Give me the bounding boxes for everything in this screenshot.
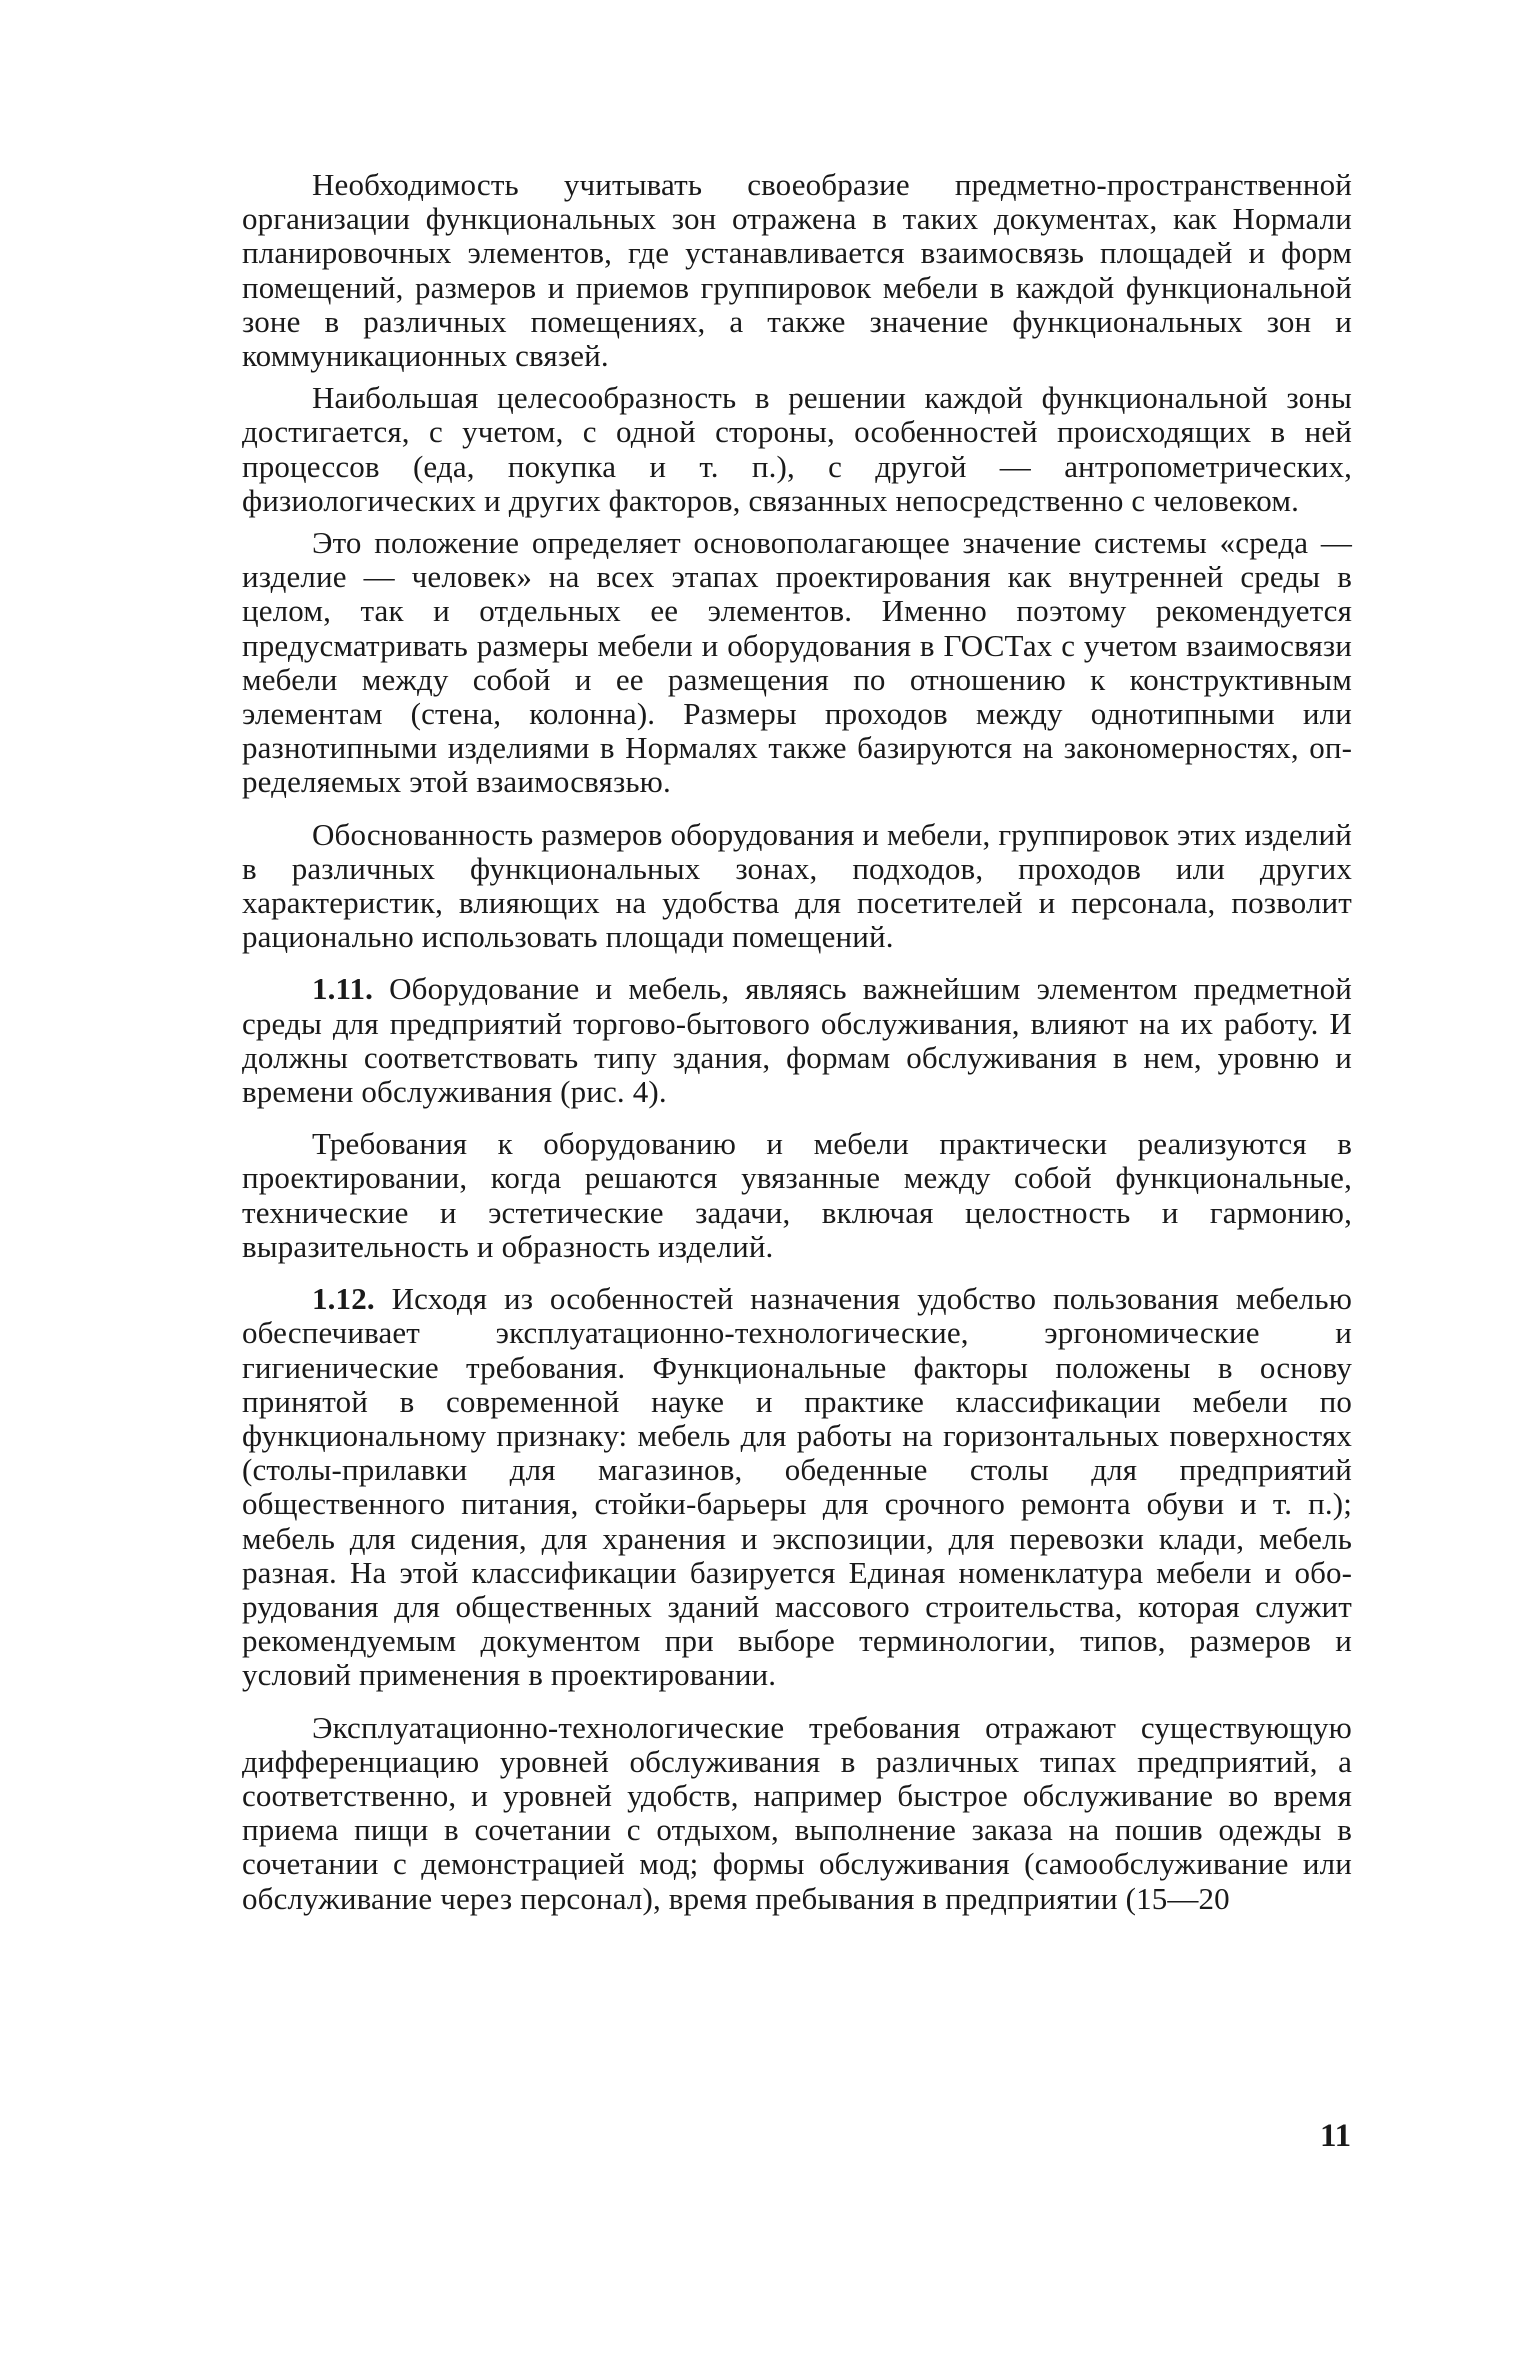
paragraph-text: Требования к оборудованию и мебели практически реализуются в проектировании, когда решаются увязанные между собой функциональные, технические и эстетические задачи, включая целостность и гармонию, выразительность и образность изделий. bbox=[242, 1126, 1352, 1264]
paragraph-text: Это положение определяет основополагающее значение системы «среда — изделие — человек» на всех этапах проектирования как внутренней среды в целом, так и отдельных ее элементов. Именно поэтому рекомендуется предусматривать размеры мебели и оборудования в ГОСТах с учетом взаимосвязи мебели между собой и ее размещения по отношению к конструктивным элементам (стена, колонна). Размеры проходов между однотипными или разнотипными изделиями в Нормалях также базируются на закономерностях, определяемых этой взаимосвязью. bbox=[242, 525, 1352, 800]
section-number: 1.11. bbox=[312, 971, 374, 1007]
section-number: 1.12. bbox=[312, 1281, 375, 1317]
paragraph-8 bbox=[242, 1711, 1352, 1916]
paragraph-4 bbox=[242, 818, 1352, 955]
section-1-12 bbox=[242, 1282, 1352, 1692]
paragraph-6 bbox=[242, 1127, 1352, 1264]
paragraph-text: Исходя из особенностей назначения удобство пользования мебелью обеспечивает эксплуатационно-технологические, эргономические и гигиенические требования. Функциональные факторы положены в основу принятой в современной науке и практике классификации мебели по функциональному признаку: мебель для работы на горизонтальных поверхностях (столы-прилавки для магазинов, обеденные столы для предприятий общественного питания, стойки-барьеры для срочного ремонта обуви и т. п.); мебель для сидения, для хранения и экспозиции, для перевозки клади, мебель разная. На этой классификации базируется Единая номенклатура мебели и оборудования для общественных зданий массового строительства, которая служит рекомендуемым документом при выборе терминологии, типов, размеров и условий применения в проектировании. bbox=[242, 1281, 1353, 1693]
text-column bbox=[242, 168, 1352, 1924]
paragraph-text: Необходимость учитывать своеобразие предметно-пространственной организации функциональных зон отражена в таких документах, как Нормали планировочных элементов, где устанавливается взаимосвязь площадей и форм помещений, размеров и приемов группировок мебели в каждой функциональной зоне в различных помещениях, а также значение функциональных зон и коммуникационных связей. bbox=[242, 167, 1352, 374]
paragraph-text: Оборудование и мебель, являясь важнейшим элементом предметной среды для предприятий торгово-бытового обслуживания, влияют на их работу. И должны соответствовать типу здания, формам обслуживания в нем, уровню и времени обслуживания (рис. 4). bbox=[242, 971, 1352, 1110]
paragraph-2 bbox=[242, 381, 1352, 518]
page-number: 11 bbox=[1320, 2118, 1352, 2154]
paragraph-text: Эксплуатационно-технологические требования отражают существующую дифференциацию уровней обслуживания в различных типах предприятий, а соответственно, и уровней удобств, например быстрое обслуживание во время приема пищи в сочетании с отдыхом, выполнение заказа на пошив одежды в сочетании с демонстрацией мод; формы обслуживания (самообслуживание или обслуживание через персонал), время пребывания в предприятии (15—20 bbox=[242, 1709, 1352, 1916]
section-1-11 bbox=[242, 972, 1352, 1109]
paragraph-text: Обоснованность размеров оборудования и мебели, группировок этих изделий в различных функциональных зонах, подходов, проходов или других характеристик, влияющих на удобства для посетителей и персонала, позволит рационально использовать площади помещений. bbox=[242, 816, 1352, 955]
paragraph-text: Наибольшая целесообразность в решении каждой функциональной зоны достигается, с учетом, с одной стороны, особенностей происходящих в ней процессов (еда, покупка и т. п.), с другой — антропометрических, физиологических и других факторов, связанных непосредственно с человеком. bbox=[242, 380, 1352, 518]
paragraph-3 bbox=[242, 526, 1352, 800]
paragraph-1 bbox=[242, 168, 1352, 373]
